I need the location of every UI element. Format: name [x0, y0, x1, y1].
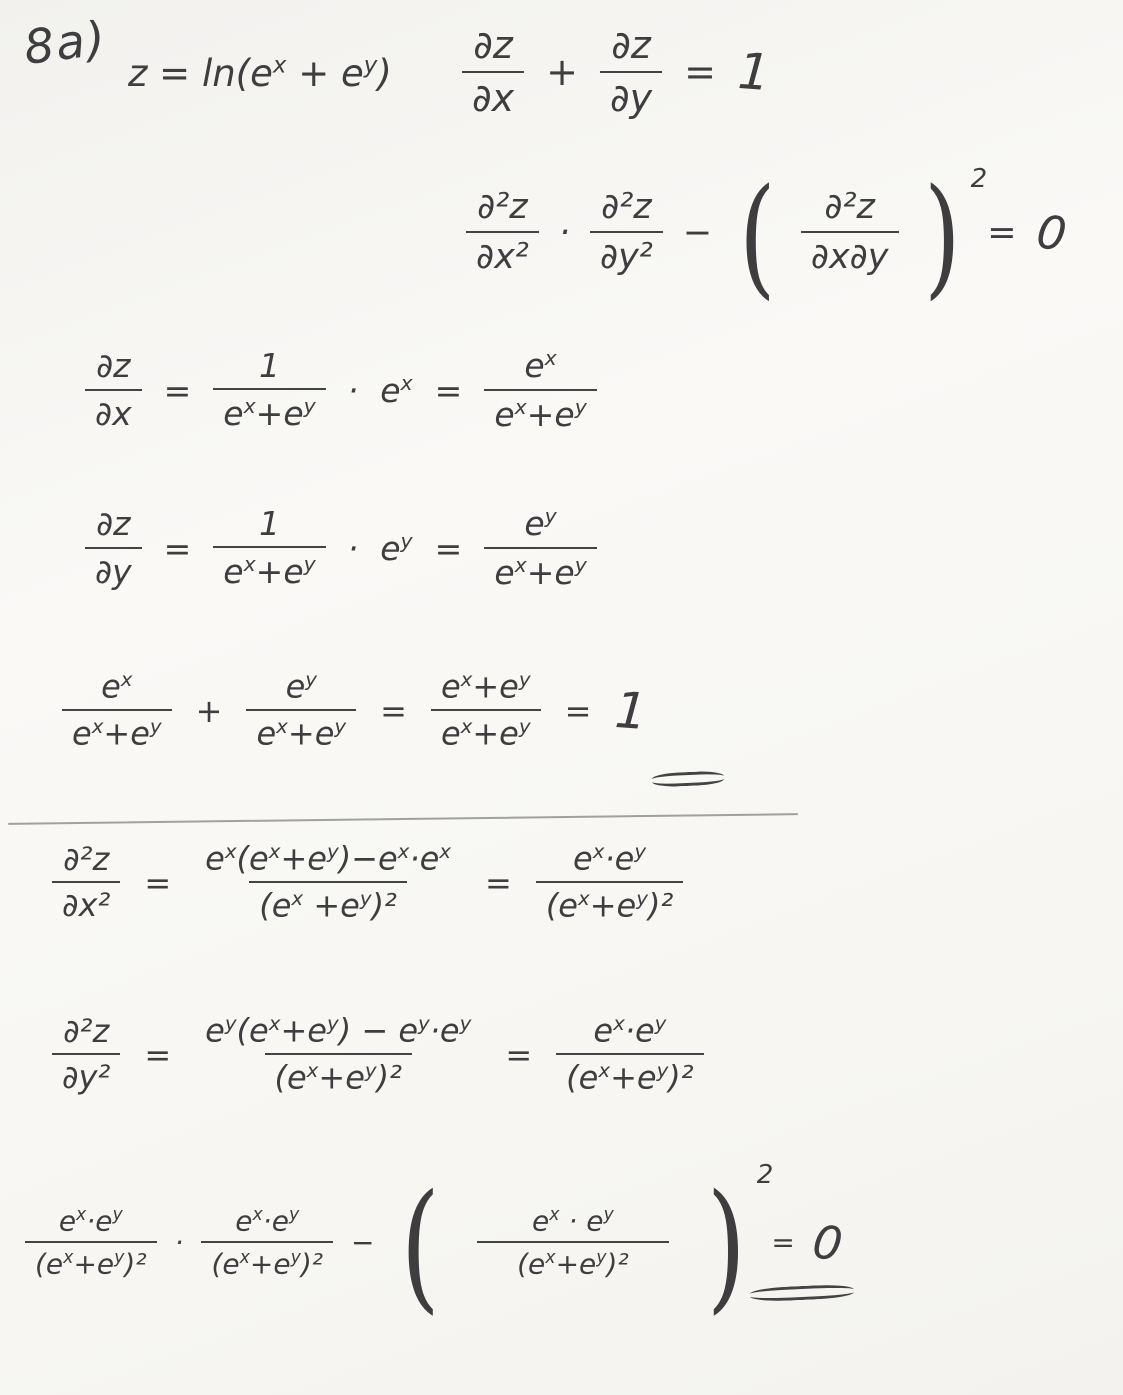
fraction-d2z-dy2: [590, 189, 663, 276]
multiply-dot: ·: [347, 370, 359, 410]
fraction-one-over-sum: [213, 503, 325, 592]
fraction-d2z-dx2: [52, 839, 120, 925]
fraction-ex-over-sum: [62, 667, 172, 753]
exey-numerator: $e^x \cdot e^y$: [532, 1204, 614, 1238]
fraction-dz-dx: [85, 346, 142, 433]
fraction-quotient-rule-x: [195, 839, 461, 925]
close-paren: ): [923, 160, 961, 312]
d2z-dy2-denominator: ∂y²: [52, 1053, 120, 1095]
exey-numerator: $e^x\cdot e^y$: [573, 839, 647, 878]
sum-squared-denominator: $(e^x +e^y)^2$: [249, 881, 407, 923]
paren-exponent: 2: [756, 1160, 774, 1190]
equation-d2z-dx2: [52, 839, 683, 925]
d2z-dxdy-numerator: ∂²z: [824, 187, 875, 228]
equals-sign: =: [144, 1035, 172, 1074]
dz-dy-denominator: ∂y: [85, 547, 142, 590]
d2z-dy2-numerator: ∂²z: [601, 187, 652, 228]
fraction-exey-over-sum-squared: [477, 1204, 669, 1281]
value-one: 1: [735, 42, 772, 103]
fraction-dz-dx: [462, 23, 524, 120]
fraction-exey-over-sum-squared: [25, 1204, 157, 1281]
equals-sign: =: [163, 528, 192, 568]
sum-squared-denominator: $(e^x+e^y)^2$: [477, 1241, 669, 1279]
quotient-rule-y-numerator: $e^y(e^x+e^y) - e^y\cdot e^y$: [205, 1011, 472, 1050]
sum-denominator: $e^x+e^y$: [246, 709, 356, 751]
fraction-ex-over-sum: [484, 348, 596, 432]
d2z-dxdy-denominator: ∂x∂y: [801, 231, 899, 276]
equals-sign: =: [684, 50, 716, 95]
fraction-d2z-dx2: [466, 189, 539, 276]
factor-ex: $e^x$: [380, 370, 413, 410]
exey-numerator: $e^x\cdot e^y$: [593, 1011, 667, 1050]
multiply-dot: ·: [174, 1226, 184, 1260]
sum-denominator: $e^x+e^y$: [62, 709, 172, 751]
equation-given: $z = \ln(e^x + e^y)$: [128, 52, 392, 95]
sum-denominator: $e^x+e^y$: [213, 388, 325, 432]
fraction-one-over-sum: [213, 345, 325, 434]
equation-product-identity: [466, 160, 1070, 312]
multiply-dot: ·: [347, 528, 359, 568]
double-underline: [652, 770, 725, 787]
close-paren: ): [706, 1165, 746, 1328]
sum-denominator: $e^x+e^y$: [484, 547, 596, 591]
ex-numerator: $e^x$: [524, 346, 557, 385]
sum-denominator: $e^x+e^y$: [213, 546, 325, 590]
equation-dz-dx: [85, 345, 597, 434]
sum-squared-denominator: $(e^x+e^y)^2$: [556, 1053, 703, 1095]
equation-sum-identity: [462, 23, 772, 120]
value-zero: 0: [1032, 203, 1070, 262]
equals-sign: =: [771, 1226, 795, 1260]
sum-squared-denominator: $(e^x+e^y)^2$: [536, 881, 683, 923]
fraction-d2z-dxdy: [801, 189, 899, 276]
one-numerator: 1: [258, 503, 280, 543]
open-paren: (: [400, 1165, 440, 1328]
sum-squared-denominator: $(e^x+e^y)^2$: [201, 1241, 333, 1279]
ex-numerator: $e^x$: [101, 667, 133, 706]
equals-sign: =: [434, 528, 463, 568]
equals-sign: =: [505, 1035, 533, 1074]
dz-dy-numerator: ∂z: [611, 23, 651, 67]
one-numerator: 1: [258, 345, 280, 385]
sum-squared-denominator: $(e^x+e^y)^2$: [265, 1053, 412, 1095]
fraction-dz-dy: [85, 504, 142, 591]
dz-dx-numerator: ∂z: [473, 23, 513, 67]
dz-dy-denominator: ∂y: [600, 71, 662, 119]
minus-sign: −: [351, 1226, 375, 1260]
d2z-dy2-numerator: ∂²z: [63, 1011, 110, 1050]
dz-dx-denominator: ∂x: [85, 389, 142, 432]
equals-sign: =: [434, 370, 463, 410]
equals-sign: =: [163, 370, 192, 410]
equation-d2z-dy2: [52, 1011, 704, 1097]
fraction-exey-over-sum-squared: [201, 1204, 333, 1281]
exey-numerator: $e^x\cdot e^y$: [58, 1204, 123, 1238]
multiply-dot: ·: [558, 212, 570, 253]
exey-numerator: $e^x\cdot e^y$: [235, 1204, 300, 1238]
d2z-dx2-numerator: ∂²z: [63, 839, 110, 878]
fraction-exey-over-sum-squared: [556, 1011, 703, 1097]
factor-ey: $e^y$: [380, 528, 413, 568]
plus-sign: +: [195, 691, 223, 730]
minus-sign: −: [682, 212, 713, 253]
equals-sign: =: [380, 691, 407, 730]
d2z-dx2-numerator: ∂²z: [477, 187, 528, 228]
dz-dx-denominator: ∂x: [462, 71, 524, 119]
sum-denominator: $e^x+e^y$: [431, 709, 541, 751]
fraction-dz-dy: [600, 23, 662, 120]
dz-dx-numerator: ∂z: [96, 346, 131, 385]
dz-dy-numerator: ∂z: [96, 504, 131, 543]
equation-final-check: [25, 1160, 846, 1328]
quotient-rule-x-numerator: $e^x(e^x+e^y)-e^x\cdot e^x$: [205, 839, 451, 878]
plus-sign: +: [546, 50, 578, 95]
close-paren-squared: [917, 160, 988, 312]
d2z-dx2-denominator: ∂x²: [466, 231, 539, 276]
ey-numerator: $e^y$: [524, 504, 557, 543]
problem-label: 8a): [20, 11, 111, 76]
equals-sign: =: [987, 212, 1017, 253]
sum-squared-denominator: $(e^x+e^y)^2$: [25, 1241, 157, 1279]
equals-sign: =: [485, 863, 512, 902]
fraction-quotient-rule-y: [195, 1011, 481, 1097]
fraction-exey-over-sum-squared: [536, 839, 683, 925]
sum-numerator: $e^x+e^y$: [440, 667, 531, 706]
fraction-sum-over-sum: [431, 667, 541, 753]
fraction-ey-over-sum: [246, 667, 356, 753]
open-paren: (: [739, 160, 776, 312]
section-divider-line: [8, 813, 798, 825]
fraction-ey-over-sum: [484, 506, 596, 590]
value-one: 1: [613, 680, 650, 741]
equals-sign: =: [144, 863, 172, 902]
close-paren-squared: [699, 1160, 774, 1328]
equation-sum-check: [62, 667, 650, 753]
ey-numerator: $e^y$: [285, 667, 317, 706]
d2z-dx2-denominator: ∂x²: [52, 881, 120, 923]
paren-exponent: 2: [970, 164, 988, 194]
value-zero: 0: [809, 1213, 846, 1272]
equals-sign: =: [564, 691, 592, 730]
d2z-dy2-denominator: ∂y²: [590, 231, 663, 276]
sum-denominator: $e^x+e^y$: [484, 389, 596, 433]
fraction-d2z-dy2: [52, 1011, 120, 1097]
equation-dz-dy: [85, 503, 597, 592]
